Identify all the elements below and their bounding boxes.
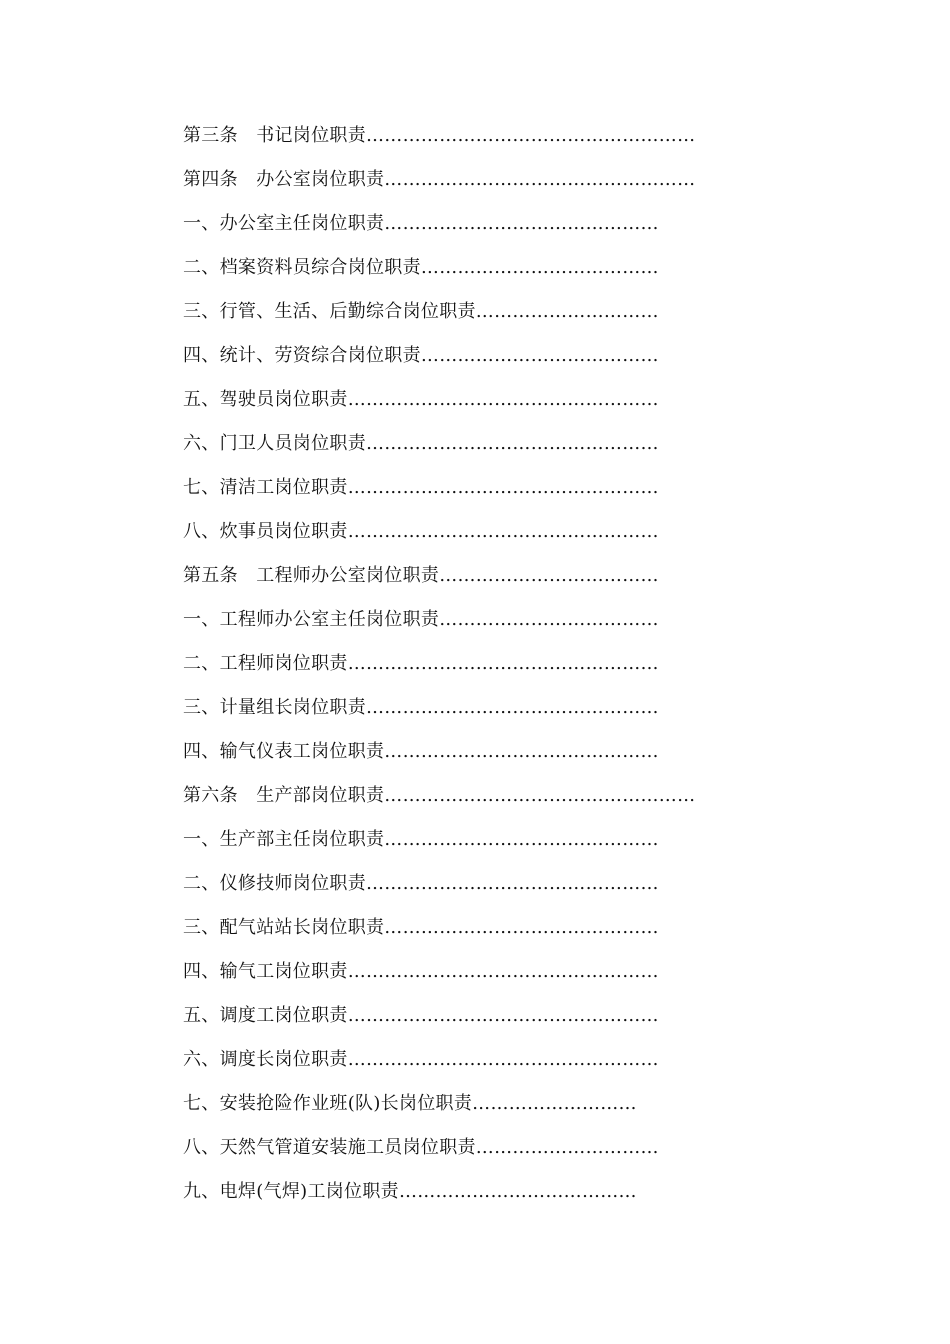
toc-entry-6-5: 五、调度工岗位职责……………………………………………	[183, 1005, 659, 1026]
toc-entry-article-5: 第五条 工程师办公室岗位职责………………………………	[183, 565, 659, 586]
table-of-contents	[183, 122, 695, 1222]
toc-entry-4-8: 八、炊事员岗位职责……………………………………………	[183, 521, 659, 542]
toc-entry-6-7: 七、安装抢险作业班(队)长岗位职责………………………	[183, 1093, 637, 1114]
toc-entry-5-1: 一、工程师办公室主任岗位职责………………………………	[183, 609, 659, 630]
toc-entry-6-9: 九、电焊(气焊)工岗位职责…………………………………	[183, 1181, 637, 1202]
toc-entry-6-8: 八、天然气管道安装施工员岗位职责…………………………	[183, 1137, 659, 1158]
toc-entry-4-5: 五、驾驶员岗位职责……………………………………………	[183, 389, 659, 410]
toc-entry-4-1: 一、办公室主任岗位职责………………………………………	[183, 213, 659, 234]
toc-entry-5-2: 二、工程师岗位职责……………………………………………	[183, 653, 659, 674]
toc-entry-6-4: 四、输气工岗位职责……………………………………………	[183, 961, 659, 982]
toc-entry-4-3: 三、行管、生活、后勤综合岗位职责…………………………	[183, 301, 659, 322]
toc-entry-article-4: 第四条 办公室岗位职责……………………………………………	[183, 169, 696, 190]
toc-entry-4-4: 四、统计、劳资综合岗位职责…………………………………	[183, 345, 659, 366]
toc-entry-6-2: 二、仪修技师岗位职责…………………………………………	[183, 873, 659, 894]
toc-entry-4-2: 二、档案资料员综合岗位职责…………………………………	[183, 257, 659, 278]
toc-entry-6-3: 三、配气站站长岗位职责………………………………………	[183, 917, 659, 938]
toc-entry-article-3: 第三条 书记岗位职责………………………………………………	[183, 125, 696, 146]
toc-entry-article-6: 第六条 生产部岗位职责……………………………………………	[183, 785, 696, 806]
toc-entry-4-7: 七、清洁工岗位职责……………………………………………	[183, 477, 659, 498]
toc-entry-6-6: 六、调度长岗位职责……………………………………………	[183, 1049, 659, 1070]
toc-entry-6-1: 一、生产部主任岗位职责………………………………………	[183, 829, 659, 850]
toc-entry-5-4: 四、输气仪表工岗位职责………………………………………	[183, 741, 659, 762]
toc-entry-5-3: 三、计量组长岗位职责…………………………………………	[183, 697, 659, 718]
toc-entry-4-6: 六、门卫人员岗位职责…………………………………………	[183, 433, 659, 454]
